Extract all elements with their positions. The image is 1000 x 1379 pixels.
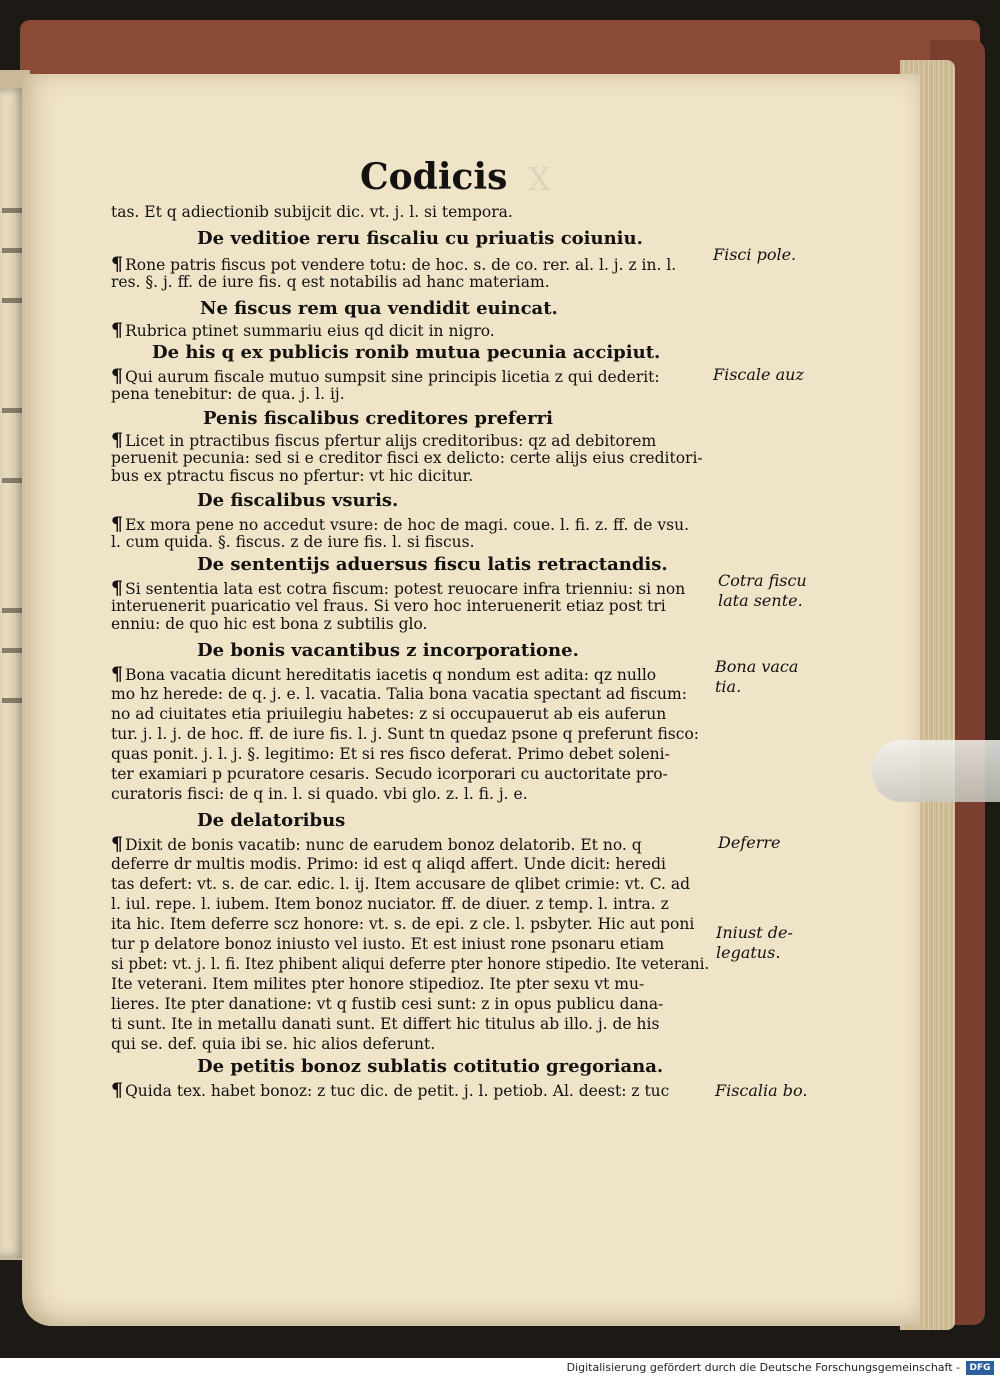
text-line-content: Ne fiscus rem qua vendidit euincat. [200,298,558,319]
text-line-content: Rone patris fiscus pot vendere totu: de hoc. s. de co. rer. al. l. j. z in. l. [125,256,677,274]
text-line-content: res. §. j. ff. de iure fis. q est notabilis ad hanc materiam. [111,273,550,291]
left-page-text-fragment [2,478,22,483]
text-line [111,1079,670,1101]
text-line [111,976,644,993]
text-line-content: Qui aurum fiscale mutuo sumpsit sine principis licetia z qui dederit: [125,368,660,386]
text-line [111,274,550,291]
marginal-note: Bona vaca [715,657,799,676]
text-line [111,450,703,467]
text-line-content: Ite veterani. Item milites pter honore stipedioz. Ite pter sexu vt mu- [111,975,645,993]
text-line-content: quas ponit. j. l. j. §. legitimo: Et si res fisco deferat. Primo debet soleni- [111,745,670,763]
text-line [111,598,666,615]
text-line [111,936,664,953]
running-head: Codicis [360,156,508,198]
left-page-text-fragment [2,698,22,703]
text-line-content: Licet in ptractibus fiscus pfertur alijs creditoribus: qz ad debitorem [125,432,657,450]
left-page-text-fragment [2,408,22,413]
pilcrow-icon: ¶ [111,365,124,387]
text-line-content: lieres. Ite pter danatione: vt q fustib cesi sunt: z in opus publicu dana- [111,995,664,1013]
text-line-content: tas. Et q adiectionib subijcit dic. vt. j. l. si tempora. [111,203,513,221]
text-line-content: curatoris fisci: de q in. l. si quado. vbi glo. z. l. fi. j. e. [111,785,528,803]
section-heading [197,812,345,829]
text-line [111,786,528,803]
digitization-footer [0,1358,1000,1379]
text-line-content: De his q ex publicis ronib mutua pecunia accipiut. [152,342,661,363]
text-line [111,663,657,685]
pilcrow-icon: ¶ [111,319,124,341]
text-line-content: De petitis bonoz sublatis cotitutio gregoriana. [197,1056,664,1077]
text-line [111,1036,435,1053]
marginal-note: Fiscale auz [713,365,804,384]
text-line [111,876,690,893]
section-heading [197,642,579,659]
marginal-note: Fiscalia bo. [715,1081,808,1100]
section-heading [197,492,398,509]
section-heading [197,230,643,247]
marginal-note: Deferre [718,833,781,852]
text-line-content: De veditioe reru fiscaliu cu priuatis coiuniu. [197,228,643,249]
text-line [111,319,495,341]
text-line [111,833,642,855]
text-line [111,204,513,221]
section-heading [197,1058,663,1075]
text-line-content: enniu: de quo hic est bona z subtilis glo. [111,615,428,633]
text-line-content: Penis fiscalibus creditores preferri [203,408,553,429]
page-tab-marker [872,740,1000,802]
text-line-content: Rubrica ptinet summariu eius qd dicit in nigro. [125,322,495,340]
text-line [111,365,660,387]
text-line [111,896,669,913]
marginal-note: legatus. [716,943,781,962]
text-line-content: qui se. def. quia ibi se. hic alios deferunt. [111,1035,436,1053]
text-line [111,706,666,723]
text-line-content: l. cum quida. §. fiscus. z de iure fis. l. si fiscus. [111,533,475,551]
text-line [111,856,666,873]
text-line-content: l. iul. repe. l. iubem. Item bonoz nuciator. ff. de diuer. z temp. l. intra. z [111,895,669,913]
text-line-content: De delatoribus [197,810,346,831]
text-line-content: no ad ciuitates etia priuilegiu habetes: z si occupauerut ab eis auferun [111,705,667,723]
dfg-logo: DFG [966,1361,994,1375]
text-line-content: Dixit de bonis vacatib: nunc de earudem bonoz delatorib. Et no. q [125,836,642,854]
text-line-content: De bonis vacantibus z incorporatione. [197,640,579,661]
section-heading [200,300,558,317]
footer-credit: Digitalisierung gefördert durch die Deutsche Forschungsgemeinschaft - [566,1361,960,1374]
text-line-content: tur p delatore bonoz iniusto vel iusto. Et est iniust rone psonaru etiam [111,935,665,953]
left-page-text-fragment [2,298,22,303]
pilcrow-icon: ¶ [111,833,124,855]
text-line-content: Bona vacatia dicunt hereditatis iacetis q nondum est adita: qz nullo [125,666,657,684]
text-line [111,253,677,275]
text-line [111,513,690,535]
left-page-text-fragment [2,608,22,613]
marginal-note: lata sente. [718,591,803,610]
text-line-content: si pbet: vt. j. l. fi. Itez phibent aliqui deferre pter honore stipedio. Ite veterani. [111,955,710,973]
section-heading [152,344,660,361]
text-line [111,996,663,1013]
text-line [111,1016,659,1033]
pilcrow-icon: ¶ [111,577,124,599]
text-line-content: mo hz herede: de q. j. e. l. vacatia. Talia bona vacatia spectant ad fiscum: [111,685,687,703]
marginal-note: tia. [715,677,742,696]
text-line [111,616,427,633]
text-line [111,916,694,933]
text-line [111,726,699,743]
pilcrow-icon: ¶ [111,429,124,451]
text-line-content: tas defert: vt. s. de car. edic. l. ij. Item accusare de qlibet crimie: vt. C. ad [111,875,691,893]
show-through-text: X [528,160,551,198]
text-line [111,746,670,763]
text-line-content: ita hic. Item deferre scz honore: vt. s. de epi. z cle. l. psbyter. Hic aut poni [111,915,695,933]
text-line-content: ter examiari p pcuratore cesaris. Secudo icorporari cu auctoritate pro- [111,765,668,783]
text-line-content: bus ex ptractu fiscus no pfertur: vt hic dicitur. [111,467,474,485]
text-line-content: pena tenebitur: de qua. j. l. ij. [111,385,345,403]
text-line-content: interuenerit puaricatio vel fraus. Si vero hoc interuenerit etiaz post tri [111,597,666,615]
pilcrow-icon: ¶ [111,253,124,275]
text-line-content: Si sententia lata est cotra fiscum: potest reuocare infra trienniu: si non [125,580,686,598]
text-line-content: ti sunt. Ite in metallu danati sunt. Et differt hic titulus ab illo. j. de his [111,1015,660,1033]
text-line-content: peruenit pecunia: sed si e creditor fisci ex delicto: certe alijs eius creditori- [111,449,703,467]
text-line [111,766,668,783]
text-line-content: De sententijs aduersus fiscu latis retractandis. [197,554,668,575]
text-line [111,577,686,599]
text-line-content: Quida tex. habet bonoz: z tuc dic. de petit. j. l. petiob. Al. deest: z tuc [125,1082,670,1100]
left-page-text-fragment [2,648,22,653]
text-line [111,956,709,973]
pilcrow-icon: ¶ [111,513,124,535]
marginal-note: Iniust de- [716,923,793,942]
pilcrow-icon: ¶ [111,1079,124,1101]
left-page-text-fragment [2,208,22,213]
text-line [111,686,687,703]
marginal-note: Cotra fiscu [718,571,807,590]
marginal-note: Fisci pole. [713,245,797,264]
section-heading [203,410,553,427]
pilcrow-icon: ¶ [111,663,124,685]
text-line [111,534,475,551]
text-line-content: deferre dr multis modis. Primo: id est q aliqd affert. Unde dicit: heredi [111,855,666,873]
text-line-content: De fiscalibus vsuris. [197,490,399,511]
section-heading [197,556,668,573]
left-page-text-fragment [2,248,22,253]
text-line-content: tur. j. l. j. de hoc. ff. de iure fis. l. j. Sunt tn quedaz psone q preferunt fisco: [111,725,700,743]
text-line [111,429,657,451]
text-line-content: Ex mora pene no accedut vsure: de hoc de magi. coue. l. fi. z. ff. de vsu. [125,516,690,534]
text-line [111,468,473,485]
text-line [111,386,345,403]
